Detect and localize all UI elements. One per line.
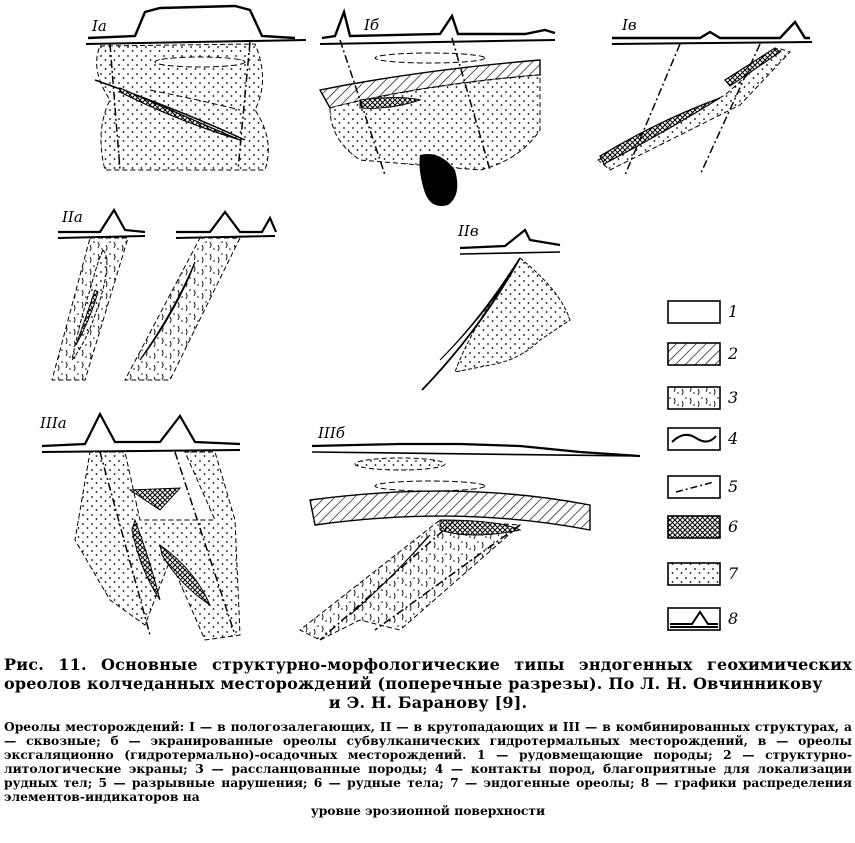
panel-label-iiv: IIв <box>458 222 479 240</box>
caption-title-end: и Э. Н. Баранову [9]. <box>328 693 528 712</box>
legend-number-6: 6 <box>728 517 739 536</box>
legend-swatch-endogenic-halos <box>668 563 720 585</box>
legend-number-3: 3 <box>728 388 739 407</box>
legend-item-7 <box>668 563 739 585</box>
panel-iiia <box>39 414 240 640</box>
panel-iiv <box>422 222 570 390</box>
panel-ia <box>86 6 306 170</box>
panel-label-ib: Iб <box>364 16 380 34</box>
legend-number-5: 5 <box>728 477 739 496</box>
panel-iiib <box>300 424 640 640</box>
figure-caption <box>4 655 852 818</box>
legend-swatch-screens <box>668 343 720 365</box>
legend-swatch-schistose-rocks <box>668 387 720 409</box>
legend-number-8: 8 <box>728 609 739 628</box>
caption-body-main: Ореолы месторождений: I — в пологозалегающих, II — в крутопадающих и III — в комбинированных структурах, а — сквозные; б — экранированные ореолы субвулканических гидротермальных месторождений, в — ореолы эксгаляционно (гидротермально)-осадочных месторождений. 1 — рудовмещающие породы; 2 — структурно-литологические экраны; 3 — рассланцованные породы; 4 — контакты пород, благоприятные для локализации рудных тел; 5 — разрывные нарушения; 6 — рудные тела; 7 — эндогенные ореолы; 8 — графики распределения элементов-индикаторов на <box>4 719 852 804</box>
legend-item-6 <box>668 516 738 538</box>
caption-title-main: Рис. 11. Основные структурно-морфологические типы эндогенных геохимических ореолов колчеданных месторождений (поперечные разрезы). По Л. Н. Овчинникову <box>4 655 852 693</box>
caption-title <box>4 655 852 712</box>
legend-swatch-ore-bodies <box>668 516 720 538</box>
panel-label-iiib: IIIб <box>318 424 345 442</box>
legend-item-4 <box>668 428 738 450</box>
legend-swatch-host-rocks <box>668 301 720 323</box>
caption-body-end: уровне эрозионной поверхности <box>310 803 546 818</box>
legend-number-4: 4 <box>728 429 739 448</box>
legend-item-5 <box>668 476 738 498</box>
legend-number-7: 7 <box>728 564 739 583</box>
legend-item-1 <box>668 301 738 323</box>
panel-label-iv: Iв <box>622 16 637 34</box>
legend-number-1: 1 <box>728 302 739 321</box>
panel-iia <box>52 208 276 380</box>
caption-body <box>4 720 852 818</box>
panel-iv <box>598 16 812 175</box>
legend-number-2: 2 <box>728 344 739 363</box>
legend-item-8 <box>668 608 738 630</box>
panel-label-iiia: IIIа <box>40 414 67 432</box>
panel-ib <box>320 12 555 206</box>
panel-label-iia: IIа <box>62 208 83 226</box>
legend-item-2 <box>668 343 738 365</box>
legend-item-3 <box>668 387 738 409</box>
legend <box>668 301 739 630</box>
panel-label-ia: Iа <box>92 17 107 35</box>
